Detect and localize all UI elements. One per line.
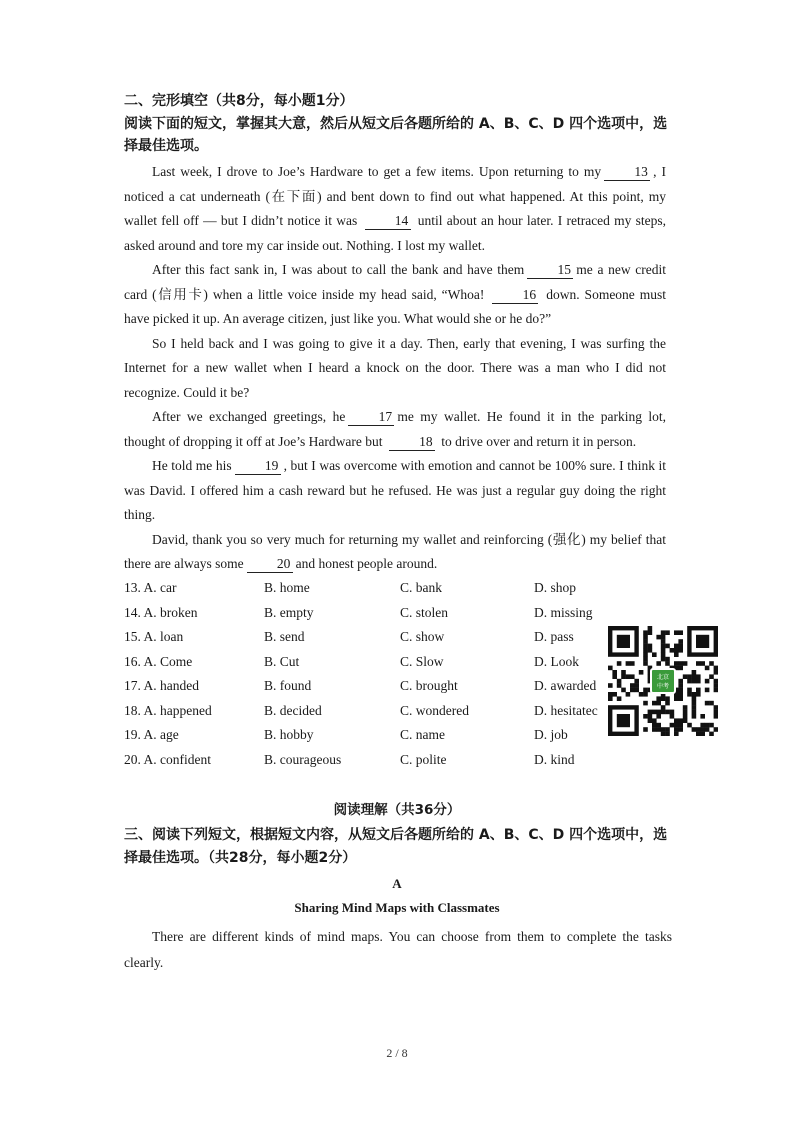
cloze-instructions: 阅读下面的短文，掌握其大意，然后从短文后各题所给的 A、B、C、D 四个选项中，选择最佳选项。 [124, 116, 668, 154]
blank-17: 17 [348, 409, 394, 426]
reading-section-title: 阅读理解（共36分） [333, 802, 461, 818]
option-row: 14. A. broken B. empty C. stolen D. missing [124, 604, 593, 620]
blank-20: 20 [247, 556, 293, 573]
part-label: A [392, 876, 402, 891]
blank-15: 15 [527, 262, 573, 279]
passage-paragraph: Last week, I drove to Joe’s Hardware to get a few items. Upon returning to my 13 , I noticed a cat underneath (在下面) and bent down to find out what happened. At this point, my wallet fell off — but I didn’t notice it was 14 until about an hour later. I retraced my steps, asked around and tore my car inside out. Nothing. I lost my wallet. [124, 164, 667, 253]
qr-logo-badge: 北京 中考 [650, 668, 676, 694]
option-row: 19. A. age B. hobby C. name D. job [124, 727, 568, 743]
passage-paragraph: After this fact sank in, I was about to call the bank and have them 15 me a new credit card (信用卡) when a little voice inside my head said, “Whoa! 16 down. Someone must have picked it up. An average citizen, just like you. What would she or he do?” [124, 262, 666, 326]
answer-options [124, 576, 604, 772]
option-row: 20. A. confident B. courageous C. polite D. kind [124, 751, 575, 767]
page-number: 2 / 8 [386, 1046, 408, 1060]
option-row: 18. A. happened B. decided C. wondered D. hesitatec [124, 702, 598, 718]
option-row: 17. A. handed B. found C. brought D. awarded [124, 678, 597, 694]
qr-code [608, 626, 718, 736]
passage-paragraph: So I held back and I was going to give it a day. Then, early that evening, I was surfing the Internet for a new wallet when I heard a knock on the door. There was a man who I did not recognize. Could it be? [124, 335, 666, 400]
article-title: Sharing Mind Maps with Classmates [294, 900, 500, 915]
passage-paragraph: David, thank you so very much for returning my wallet and reinforcing (强化) my belief that there are always some 20 and honest people around. [124, 531, 666, 571]
section-heading-reading: 三、阅读下列短文，根据短文内容，从短文后各题所给的 A、B、C、D 四个选项中，选择最佳选项。（共28分，每小题2分） [124, 827, 668, 866]
option-row: 15. A. loan B. send C. show D. pass [124, 629, 574, 645]
option-row: 16. A. Come B. Cut C. Slow D. Look [124, 653, 579, 669]
passage-paragraph: He told me his 19 , but I was overcome with emotion and cannot be 100% sure. I think it was David. I offered him a cash reward but he refused. He was just a regular guy doing the right thing. [124, 458, 666, 522]
blank-19: 19 [235, 458, 281, 475]
option-row: 13. A. car B. home C. bank D. shop [124, 580, 577, 596]
section-heading-cloze: 二、完形填空（共8分，每小题1分） [124, 93, 354, 109]
blank-13: 13 [604, 164, 650, 181]
cloze-passage [124, 160, 666, 577]
passage-paragraph: After we exchanged greetings, he 17 me my wallet. He found it in the parking lot, thought of dropping it off at Joe’s Hardware but 18 to drive over and return it in person. [124, 409, 667, 449]
blank-14: 14 [365, 213, 411, 230]
blank-18: 18 [389, 434, 435, 451]
article-body: There are different kinds of mind maps. You can choose from them to complete the tasks clearly. [124, 929, 672, 970]
blank-16: 16 [492, 287, 538, 304]
